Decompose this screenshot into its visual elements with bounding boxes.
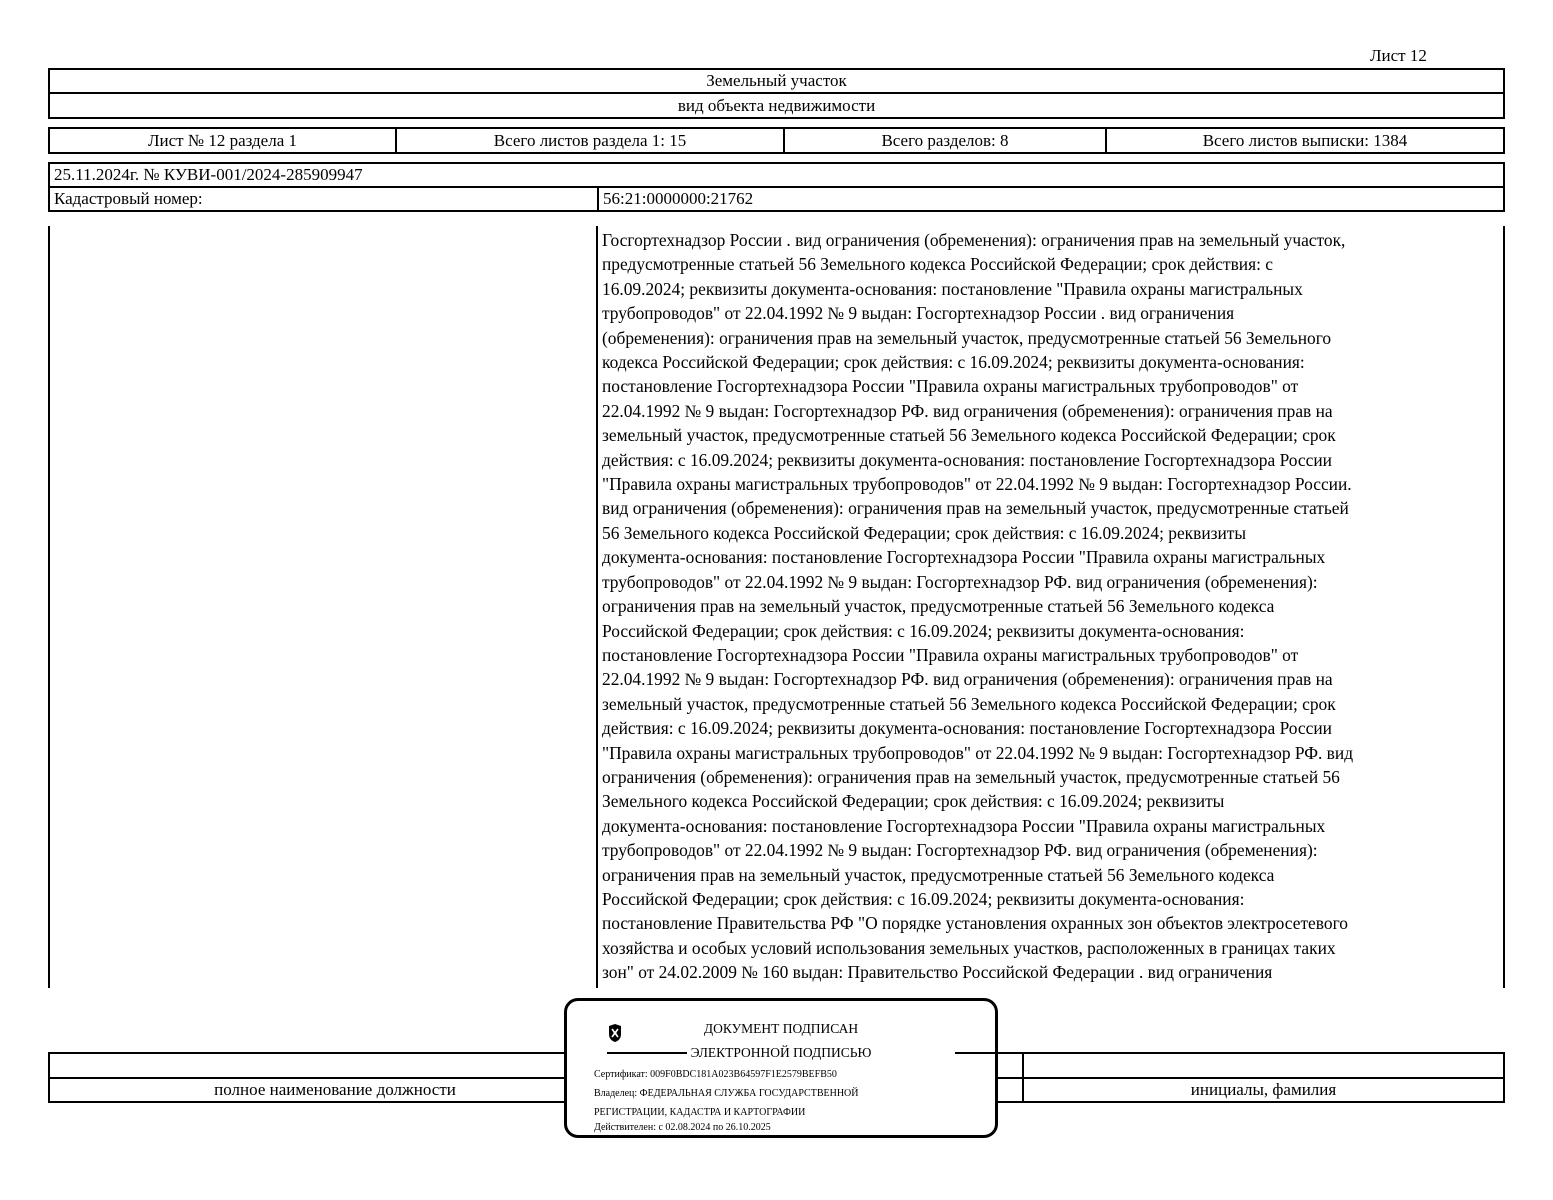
body-right-border [1503,226,1505,988]
stamp-line2: ЭЛЕКТРОННОЙ ПОДПИСЬЮ [690,1045,872,1060]
object-type-row [48,68,1505,94]
stamp-line1: ДОКУМЕНТ ПОДПИСАН [703,1021,859,1036]
summary-sheets-total [1107,129,1503,152]
cadastral-label: Кадастровый номер: [54,189,203,208]
summary-sections-total-text: Всего разделов: 8 [881,130,1009,150]
summary-sheets-in-section-text: Всего листов раздела 1: 15 [493,130,687,150]
sheet-label: Лист 12 [1370,46,1427,65]
summary-sheet-no-text: Лист № 12 раздела 1 [148,130,297,150]
cadastral-row [48,186,1505,212]
summary-row [48,127,1505,154]
body-left-border [48,226,50,988]
cadastral-value: 56:21:0000000:21762 [603,189,754,208]
body-middle-border [596,226,598,988]
stamp-rule-left [607,1052,687,1054]
stamp-validity: Действителен: с 02.08.2024 по 26.10.2025 [594,1122,771,1133]
summary-sheets-total-text: Всего листов выписки: 1384 [1202,130,1408,150]
name-caption: инициалы, фамилия [1190,1080,1337,1099]
encumbrance-text: Госгортехнадзор России . вид ограничения (обременения): ограничения прав на земельный участок, предусмотренные статьей 56 Земельного кодекса Российской Федерации; срок действия: с 16.09.2024; реквизиты документа-основания: постановление "Правила охраны магистральных трубопроводов" от 22.04.1992 № 9 выдан: Госгортехнадзор России . вид ограничения (обременения): ограничения прав на земельный участок, предусмотренные статьей 56 Земельного кодекса Российской Федерации; срок действия: с 16.09.2024; реквизиты документа-основания: постановление Госгортехнадзора России "Правила охраны магистральных трубопроводов" от 22.04.1992 № 9 выдан: Госгортехнадзор РФ. вид ограничения (обременения): ограничения прав на земельный участок, предусмотренные статьей 56 Земельного кодекса Российской Федерации; срок действия: с 16.09.2024; реквизиты документа-основания: постановление Госгортехнадзора России "Правила охраны магистральных трубопроводов" от 22.04.1992 № 9 выдан: Госгортехнадзор России. вид ограничения (обременения): ограничения прав на земельный участок, предусмотренные статьей 56 Земельного кодекса Российской Федерации; срок действия: с 16.09.2024; реквизиты документа-основания: постановление Госгортехнадзора России "Правила охраны магистральных трубопроводов" от 22.04.1992 № 9 выдан: Госгортехнадзор РФ. вид ограничения (обременения): ограничения прав на земельный участок, предусмотренные статьей 56 Земельного кодекса Российской Федерации; срок действия: с 16.09.2024; реквизиты документа-основания: постановление Госгортехнадзора России "Правила охраны магистральных трубопроводов" от 22.04.1992 № 9 выдан: Госгортехнадзор РФ. вид ограничения (обременения): ограничения прав на земельный участок, предусмотренные статьей 56 Земельного кодекса Российской Федерации; срок действия: с 16.09.2024; реквизиты документа-основания: постановление Госгортехнадзора России "Правила охраны магистральных трубопроводов" от 22.04.1992 № 9 выдан: Госгортехнадзор РФ. вид ограничения (обременения): ограничения прав на земельный участок, предусмотренные статьей 56 Земельного кодекса Российской Федерации; срок действия: с 16.09.2024; реквизиты документа-основания: постановление Госгортехнадзора России "Правила охраны магистральных трубопроводов" от 22.04.1992 № 9 выдан: Госгортехнадзор РФ. вид ограничения (обременения): ограничения прав на земельный участок, предусмотренные статьей 56 Земельного кодекса Российской Федерации; срок действия: с 16.09.2024; реквизиты документа-основания: постановление Правительства РФ "О порядке установления охранных зон объектов электросетевого хозяйства и особых условий использования земельных участков, расположенных в границах таких зон" от 24.02.2009 № 160 выдан: Правительство Российской Федерации . вид ограничения [602,230,1354,983]
stamp-owner-2: РЕГИСТРАЦИИ, КАДАСТРА И КАРТОГРАФИИ [594,1107,806,1118]
object-type-caption: вид объекта недвижимости [677,95,876,115]
summary-sheets-in-section [397,129,783,152]
doc-ref-row [48,162,1505,188]
stamp-rule-right [955,1052,1001,1054]
summary-sheet-no [50,129,395,152]
summary-sections-total [785,129,1105,152]
stamp-certificate: Сертификат: 009F0BDC181A023B64597F1E2579BEFB50 [594,1069,837,1080]
object-type-caption-row [48,92,1505,119]
object-type: Земельный участок [706,71,847,90]
divider [597,188,599,210]
position-caption: полное наименование должности [214,1080,456,1099]
signature-stamp [564,998,998,1138]
doc-ref: 25.11.2024г. № КУВИ-001/2024-285909947 [54,165,363,184]
stamp-owner: Владелец: ФЕДЕРАЛЬНАЯ СЛУЖБА ГОСУДАРСТВЕННОЙ [594,1088,859,1099]
